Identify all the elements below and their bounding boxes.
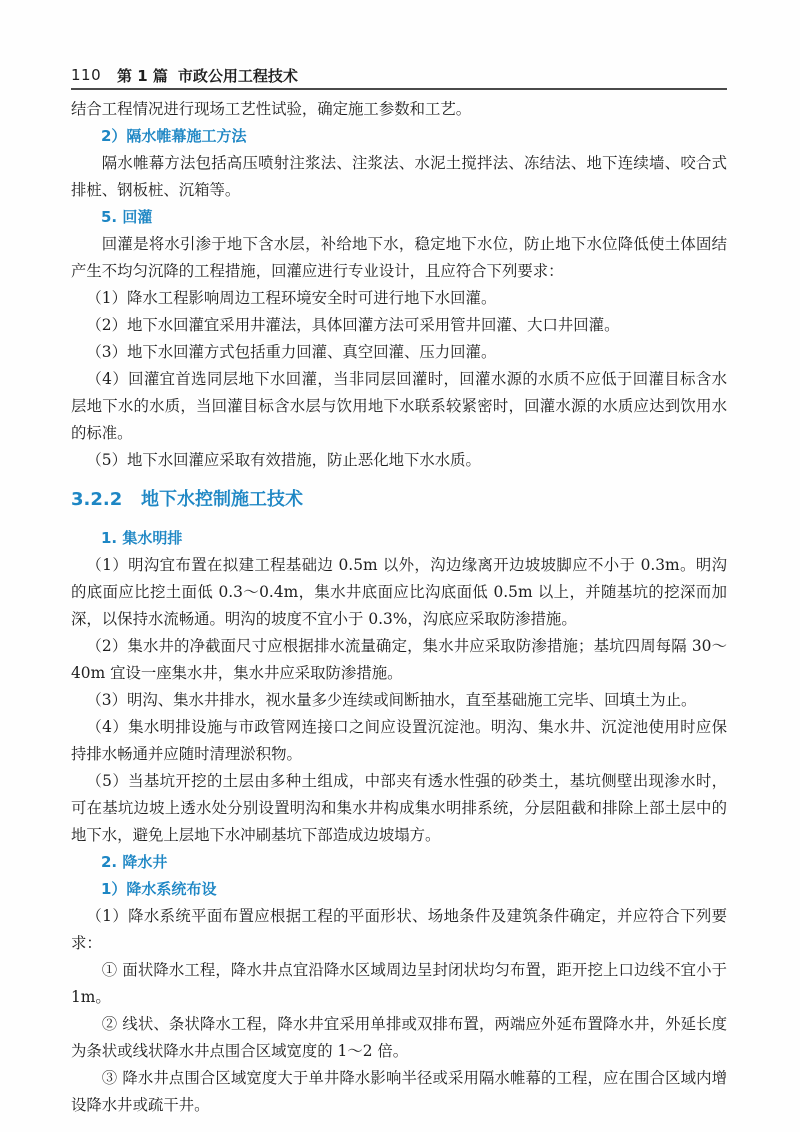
heading-curtain-method: 2）隔水帷幕施工方法 xyxy=(101,127,247,145)
list-item: （5）地下水回灌应采取有效措施，防止恶化地下水水质。 xyxy=(86,451,481,469)
header-rule xyxy=(71,88,727,90)
list-item: （5）当基坑开挖的土层由多种土组成，中部夹有透水性强的砂类土，基坑侧壁出现渗水时，可在基坑边坡上透水处分别设置明沟和集水井构成集水明排系统，分层阻截和排除上部土层中的地下水，避免上层地下水冲刷基坑下部造成边坡塌方。 xyxy=(71,772,727,844)
heading-open-drainage: 1. 集水明排 xyxy=(101,529,183,547)
list-item: ① 面状降水工程，降水井点宜沿降水区域周边呈封闭状均匀布置，距开挖上口边线不宜小于 1m。 xyxy=(71,961,727,1006)
heading-recharge: 5. 回灌 xyxy=(101,208,153,226)
layout-paragraph: （1）降水系统平面布置应根据工程的平面形状、场地条件及建筑条件确定，并应符合下列要求： xyxy=(71,907,727,952)
section-heading xyxy=(71,486,727,513)
heading-dewatering-wells: 2. 降水井 xyxy=(101,853,168,871)
list-item: （4）回灌宜首选同层地下水回灌，当非同层回灌时，回灌水源的水质不应低于回灌目标含水层地下水的水质，当回灌目标含水层与饮用地下水联系较紧密时，回灌水源的水质应达到饮用水的标准。 xyxy=(71,370,727,442)
curtain-paragraph: 隔水帷幕方法包括高压喷射注浆法、注浆法、水泥土搅拌法、冻结法、地下连续墙、咬合式排桩、钢板桩、沉箱等。 xyxy=(71,154,727,199)
list-item: （2）地下水回灌宜采用井灌法，具体回灌方法可采用管井回灌、大口井回灌。 xyxy=(86,316,620,334)
list-item: ② 线状、条状降水工程，降水井宜采用单排或双排布置，两端应外延布置降水井，外延长度为条状或线状降水井点围合区域宽度的 1～2 倍。 xyxy=(71,1015,727,1060)
running-header xyxy=(71,64,298,86)
heading-system-layout: 1）降水系统布设 xyxy=(101,880,217,898)
list-item: （1）降水工程影响周边工程环境安全时可进行地下水回灌。 xyxy=(86,289,497,307)
list-item: （4）集水明排设施与市政管网连接口之间应设置沉淀池。明沟、集水井、沉淀池使用时应保持排水畅通并应随时清理淤积物。 xyxy=(71,718,727,763)
list-item: ③ 降水井点围合区域宽度大于单井降水影响半径或采用隔水帷幕的工程，应在围合区域内增设降水井或疏干井。 xyxy=(71,1069,727,1114)
list-item: （2）集水井的净截面尺寸应根据排水流量确定，集水井应采取防渗措施；基坑四周每隔 30～40m 宜设一座集水井，集水井应采取防渗措施。 xyxy=(71,637,727,682)
chapter-title: 市政公用工程技术 xyxy=(177,66,298,85)
chapter-label: 第 1 篇 xyxy=(117,66,168,85)
intro-paragraph: 结合工程情况进行现场工艺性试验，确定施工参数和工艺。 xyxy=(71,100,472,118)
section-title: 地下水控制施工技术 xyxy=(141,489,303,510)
page-number: 110 xyxy=(71,66,102,84)
section-number: 3.2.2 xyxy=(71,489,123,510)
list-item: （1）明沟宜布置在拟建工程基础边 0.5m 以外，沟边缘离开边坡坡脚应不小于 0.3m。明沟的底面应比挖土面低 0.3～0.4m，集水井底面应比沟底面低 0.5m 以上，并随基坑的挖深而加深，以保持水流畅通。明沟的坡度不宜小于 0.3%，沟底应采取防渗措施。 xyxy=(71,556,727,628)
recharge-paragraph: 回灌是将水引渗于地下含水层，补给地下水，稳定地下水位，防止地下水位降低使土体固结产生不均匀沉降的工程措施，回灌应进行专业设计，且应符合下列要求： xyxy=(71,235,727,280)
list-item: （3）明沟、集水井排水，视水量多少连续或间断抽水，直至基础施工完毕、回填土为止。 xyxy=(86,691,697,709)
page-body xyxy=(71,96,727,1119)
list-item: （3）地下水回灌方式包括重力回灌、真空回灌、压力回灌。 xyxy=(86,343,497,361)
